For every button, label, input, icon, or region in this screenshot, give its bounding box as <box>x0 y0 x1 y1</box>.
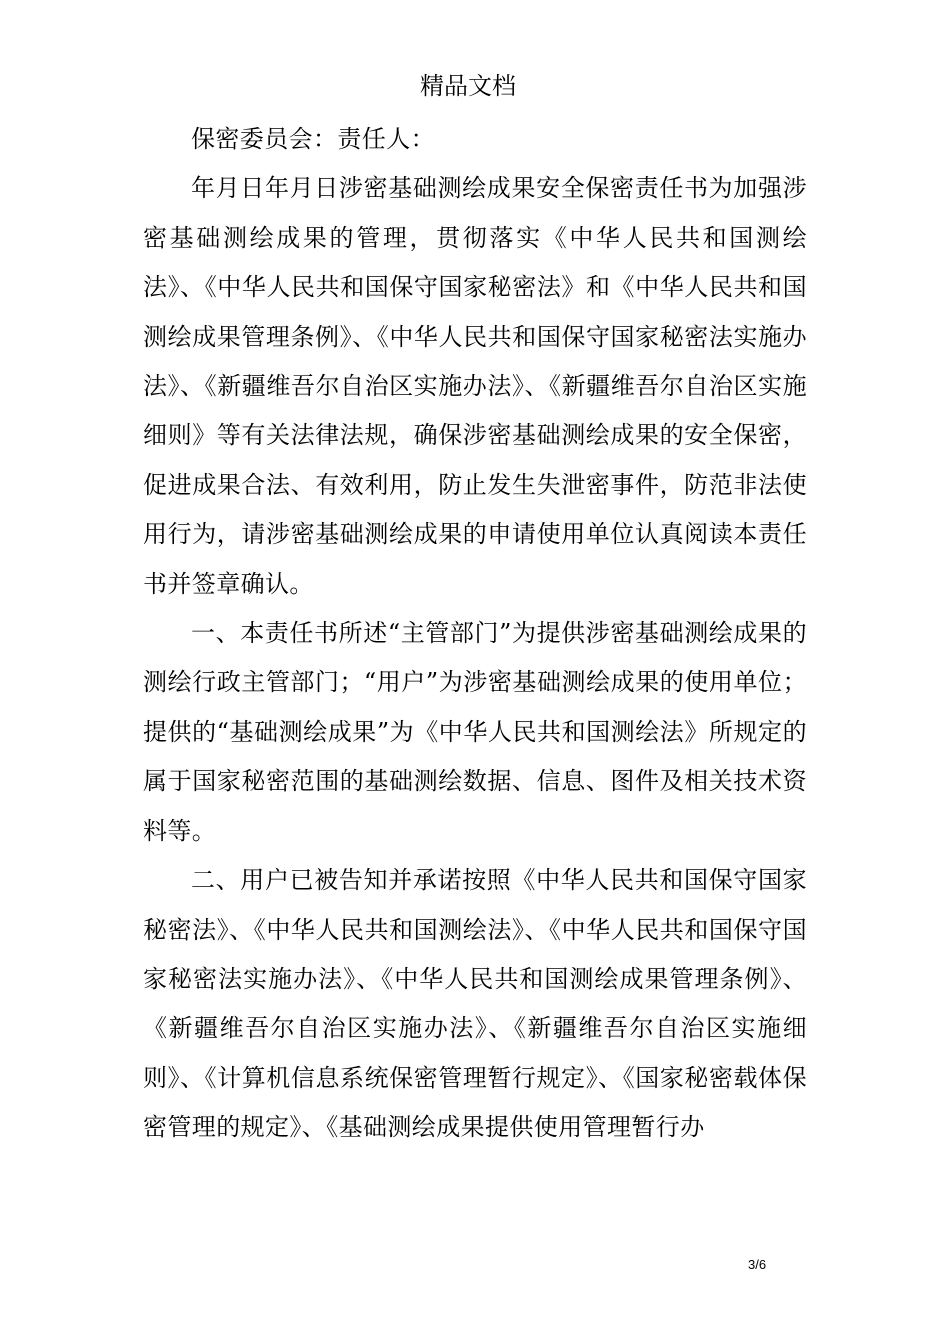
page-number: 3/6 <box>748 1257 767 1272</box>
document-body <box>143 115 807 1153</box>
paragraph-clause-two: 二、用户已被告知并承诺按照《中华人民共和国保守国家秘密法》、《中华人民共和国测绘法》、《中华人民共和国保守国家秘密法实施办法》、《中华人民共和国测绘成果管理条例》、《新疆维吾尔自治区实施办法》、《新疆维吾尔自治区实施细则》、《计算机信息系统保密管理暂行规定》、《国家秘密载体保密管理的规定》、《基础测绘成果提供使用管理暂行办 <box>143 866 807 1142</box>
salutation-line: 保密委员会：责任人： <box>191 125 435 153</box>
paragraph-intro: 年月日年月日涉密基础测绘成果安全保密责任书为加强涉密基础测绘成果的管理，贯彻落实《中华人民共和国测绘法》、《中华人民共和国保守国家秘密法》和《中华人民共和国测绘成果管理条例》、《中华人民共和国保守国家秘密法实施办法》、《新疆维吾尔自治区实施办法》、《新疆维吾尔自治区实施细则》等有关法律法规，确保涉密基础测绘成果的安全保密，促进成果合法、有效利用，防止发生失泄密事件，防范非法使用行为，请涉密基础测绘成果的申请使用单位认真阅读本责任书并签章确认。 <box>143 174 807 598</box>
page-header-label: 精品文档 <box>420 72 516 100</box>
paragraph-clause-one: 一、本责任书所述“主管部门”为提供涉密基础测绘成果的测绘行政主管部门；“用户”为涉密基础测绘成果的使用单位；提供的“基础测绘成果”为《中华人民共和国测绘法》所规定的属于国家秘密范围的基础测绘数据、信息、图件及相关技术资料等。 <box>143 619 807 845</box>
